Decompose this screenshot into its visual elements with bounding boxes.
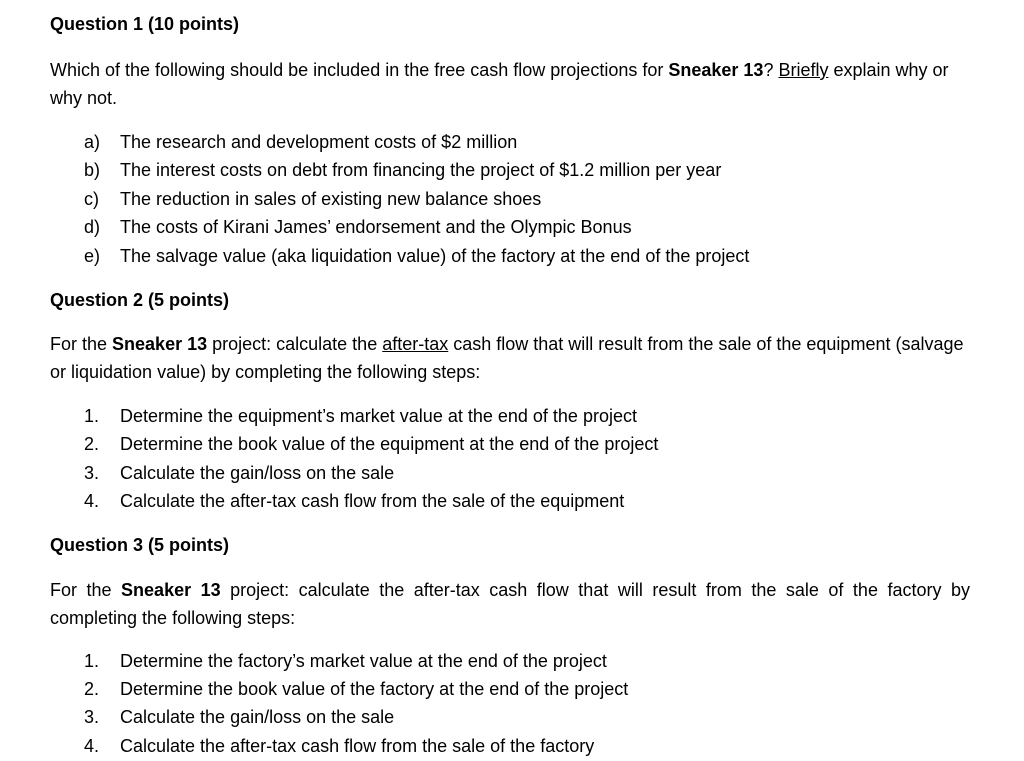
list-item: [50, 732, 970, 760]
list-marker: 3.: [84, 462, 100, 483]
question-3: [50, 533, 970, 761]
list-item: [50, 242, 970, 270]
question-2-prompt: [50, 330, 970, 386]
question-1-list: [50, 128, 970, 270]
question-2-heading: Question 2 (5 points): [50, 290, 230, 311]
list-marker: b): [84, 160, 101, 181]
list-marker: a): [84, 132, 101, 152]
list-item-text: Determine the book value of the factory at the end of the project: [120, 679, 629, 700]
prompt-text: explain why or why not.: [50, 60, 949, 108]
question-1-prompt: [50, 56, 970, 112]
emphasis-word: after-tax: [382, 334, 449, 355]
question-3-heading: Question 3 (5 points): [50, 534, 230, 555]
list-marker: d): [84, 217, 101, 238]
list-item: [50, 647, 970, 675]
list-item-text: Determine the factory’s market value at the end of the project: [120, 650, 607, 671]
list-item: [50, 430, 970, 458]
list-item: [50, 703, 970, 731]
project-name: Sneaker 13: [668, 60, 764, 80]
prompt-text: project: calculate the: [207, 334, 383, 355]
list-item-text: The salvage value (aka liquidation value) of the factory at the end of the project: [120, 245, 750, 266]
question-1: [50, 12, 970, 270]
document-page: [50, 12, 970, 760]
list-item-text: The interest costs on debt from financing the project of $1.2 million per year: [120, 160, 722, 181]
list-item: [50, 459, 970, 487]
list-item: [50, 402, 970, 430]
question-3-prompt: [50, 576, 970, 632]
list-item-text: Calculate the gain/loss on the sale: [120, 462, 395, 483]
list-item-text: The reduction in sales of existing new balance shoes: [120, 188, 542, 209]
list-item: [50, 675, 970, 703]
list-item: [50, 128, 970, 156]
list-item-text: Calculate the gain/loss on the sale: [120, 707, 395, 728]
list-marker: 2.: [84, 434, 100, 455]
list-marker: e): [84, 245, 101, 266]
prompt-text: For the: [50, 579, 122, 600]
prompt-text: Which of the following should be included in the free cash flow projections for: [50, 60, 669, 80]
question-2-list: [50, 402, 970, 516]
list-marker: c): [84, 188, 99, 209]
list-item-text: Calculate the after-tax cash flow from the sale of the equipment: [120, 491, 625, 512]
list-marker: 1.: [84, 650, 100, 671]
list-item-text: The costs of Kirani James’ endorsement and the Olympic Bonus: [120, 217, 632, 238]
list-marker: 4.: [84, 491, 100, 512]
list-item-text: The research and development costs of $2 million: [120, 132, 518, 152]
list-item: [50, 487, 970, 515]
question-3-list: [50, 647, 970, 761]
list-item: [50, 156, 970, 184]
list-marker: 1.: [84, 406, 100, 427]
question-1-heading: Question 1 (10 points): [50, 14, 240, 34]
list-item-text: Calculate the after-tax cash flow from the sale of the factory: [120, 735, 595, 756]
list-item-text: Determine the equipment’s market value at the end of the project: [120, 406, 637, 427]
question-2: [50, 288, 970, 516]
project-name: Sneaker 13: [112, 334, 208, 355]
list-item-text: Determine the book value of the equipment at the end of the project: [120, 434, 659, 455]
prompt-text: project: calculate the after-tax cash flow that will result from the sale of the factory by completing the following steps:: [50, 579, 970, 628]
emphasis-word: Briefly: [778, 60, 829, 80]
list-marker: 4.: [84, 735, 100, 756]
list-item: [50, 185, 970, 213]
list-marker: 2.: [84, 679, 100, 700]
prompt-text: For the: [50, 334, 113, 355]
project-name: Sneaker 13: [121, 579, 221, 600]
list-item: [50, 213, 970, 241]
prompt-text: cash flow that will result from the sale of the equipment (salvage or liquidation value) by completing the following steps:: [50, 334, 964, 383]
list-marker: 3.: [84, 707, 100, 728]
prompt-text: ?: [763, 60, 779, 80]
